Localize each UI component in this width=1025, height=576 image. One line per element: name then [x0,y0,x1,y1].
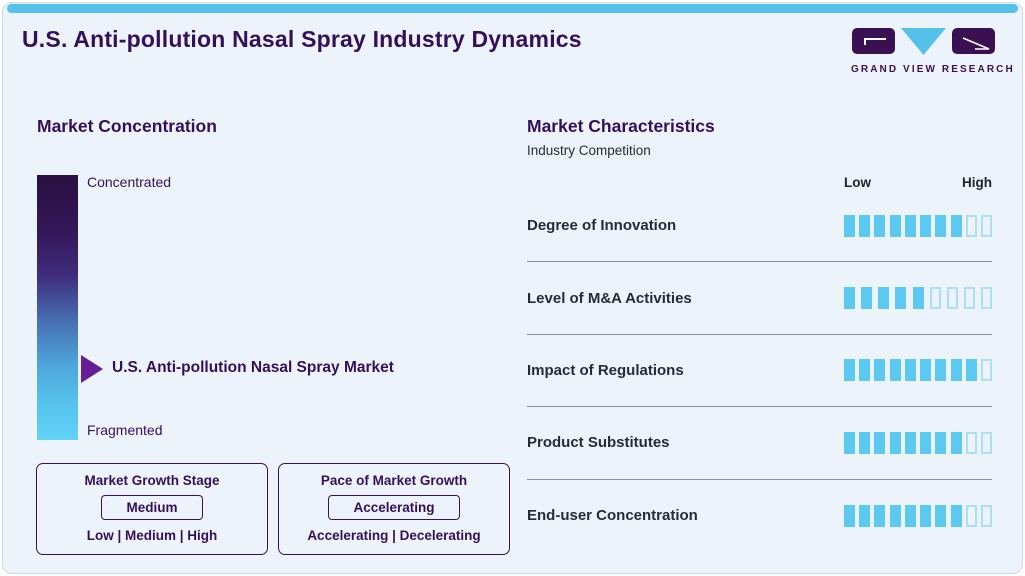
rating-segment-empty [930,287,941,309]
brand-name: GRAND VIEW RESEARCH [851,64,1015,75]
rating-segment-filled [966,359,977,381]
rating-segment-filled [844,215,855,237]
characteristic-row [527,407,992,479]
scale-high-label: High [962,175,992,190]
rating-segment-empty [981,505,992,527]
rating-segment-filled [844,505,855,527]
rating-bar [844,287,992,309]
rating-segment-filled [951,505,962,527]
characteristic-row [527,335,992,407]
rating-segment-empty [966,215,977,237]
rating-segment-filled [859,432,870,454]
industry-competition-subheading: Industry Competition [527,143,651,158]
rating-segment-filled [920,359,931,381]
rating-segment-filled [844,432,855,454]
rating-segment-filled [935,432,946,454]
characteristic-row [527,262,992,334]
rating-bar [844,505,992,527]
rating-segment-empty [981,215,992,237]
rating-segment-filled [874,215,885,237]
rating-segment-filled [844,359,855,381]
market-concentration-heading: Market Concentration [37,116,217,136]
rating-segment-filled [895,287,906,309]
rating-segment-filled [951,359,962,381]
rating-segment-empty [964,287,975,309]
market-position-label: U.S. Anti-pollution Nasal Spray Market [112,359,394,376]
growth-box-value: Medium [101,495,202,520]
page-title: U.S. Anti-pollution Nasal Spray Industry Dynamics [22,26,582,52]
characteristic-label: Product Substitutes [527,434,670,452]
concentrated-label: Concentrated [87,174,172,190]
characteristic-label: End-user Concentration [527,507,698,525]
rating-segment-filled [874,359,885,381]
concentration-gradient-bar [37,175,78,440]
rating-segment-filled [905,359,916,381]
rating-segment-filled [874,432,885,454]
rating-segment-filled [878,287,889,309]
scale-low-label: Low [844,175,871,190]
growth-box [36,463,268,555]
rating-segment-filled [905,432,916,454]
growth-box-options: Accelerating | Decelerating [307,528,481,543]
rating-segment-filled [890,505,901,527]
rating-segment-filled [844,287,855,309]
fragmented-label: Fragmented [87,422,163,438]
rating-segment-filled [859,505,870,527]
rating-segment-filled [920,505,931,527]
rating-segment-filled [951,432,962,454]
rating-segment-filled [890,359,901,381]
characteristic-label: Degree of Innovation [527,217,677,235]
rating-segment-filled [935,359,946,381]
rating-segment-filled [935,505,946,527]
characteristic-row [527,480,992,552]
rating-segment-filled [859,359,870,381]
growth-box-value: Accelerating [328,495,459,520]
rating-segment-filled [859,215,870,237]
characteristic-label: Level of M&A Activities [527,289,692,307]
rating-bar [844,215,992,237]
rating-segment-filled [905,505,916,527]
rating-segment-filled [935,215,946,237]
rating-segment-empty [981,287,992,309]
market-position-arrow-icon [81,355,103,383]
gvr-logo-icon [851,27,997,59]
top-accent-bar [7,4,1018,13]
growth-box-title: Pace of Market Growth [320,473,468,488]
characteristic-label: Impact of Regulations [527,361,684,379]
rating-segment-filled [890,432,901,454]
rating-segment-filled [951,215,962,237]
characteristics-rows [527,190,992,552]
rating-segment-filled [905,215,916,237]
rating-bar [844,359,992,381]
rating-segment-filled [890,215,901,237]
rating-segment-filled [861,287,872,309]
rating-segment-filled [874,505,885,527]
rating-segment-filled [920,215,931,237]
brand-logo [851,27,1015,75]
growth-boxes [36,463,510,555]
rating-bar [844,432,992,454]
rating-segment-filled [920,432,931,454]
rating-segment-empty [947,287,958,309]
rating-segment-empty [981,432,992,454]
rating-scale [844,175,992,190]
market-characteristics-heading: Market Characteristics [527,116,715,136]
growth-box-title: Market Growth Stage [84,473,220,488]
rating-segment-empty [966,432,977,454]
growth-box [278,463,510,555]
characteristic-row [527,190,992,262]
rating-segment-filled [913,287,924,309]
growth-box-options: Low | Medium | High [86,528,218,543]
rating-segment-empty [981,359,992,381]
rating-segment-empty [966,505,977,527]
